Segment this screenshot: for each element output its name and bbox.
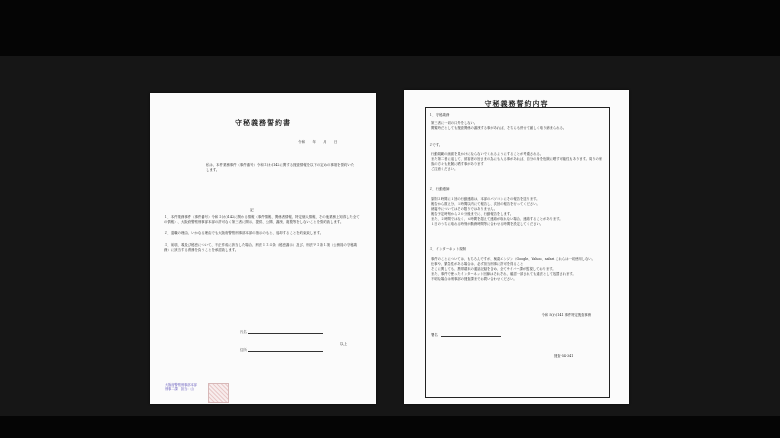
- document-frame: [425, 107, 610, 398]
- clause-item: ２．退職の理由、いかなる理由でも大阪府警察刑事部本部の指示のもと、返却することを約束致します。: [164, 231, 324, 236]
- document-title: 守秘義務誓約書: [235, 118, 291, 127]
- clause-item: １．本件業務事件（事件番号）令和３(わ)142に関わる情報（事件情報、関係者情報、特定個人情報、その他業務上知得した全ての情報）、大阪府警察刑事部本部の許可なく第三者に開示、提供、公開、漏洩、複製等をしないことを誓約致します。: [164, 215, 360, 225]
- signature-line: [441, 336, 501, 337]
- pledge-document-right: [404, 90, 629, 404]
- viewer-background: [0, 56, 780, 416]
- section-text: 事件のことについては、もちろんですが、検索エンジン（Google、Yahoo、safari これらは一切使用しない。 仕事や、緊急性がある場合は、必ず担当刑事に許可を得ること そこに関しても、携帯端末の通話記録を含め、全てサイバー課が監視しております。 また、事件で使ったインターネット回線はそれぞれ、確認一部されても違法として処罰されます。 不明な場合は刑事部の捜査課までお問い合わせください。: [431, 257, 595, 281]
- name-field-label: 氏名: [240, 330, 247, 334]
- pledge-document-left: [150, 93, 376, 404]
- section-text: 行動規範の画面を見かけにならないでくれるようにすることが考慮される。 また第二者に返して、被害者の皆さまの為にも入る事があれば、自分の身を危険に晒す可能性もあります。周りの家族の方々も危険に晒す事があります ご注意ください。: [431, 152, 603, 171]
- section-label: ２です。: [429, 143, 443, 147]
- section-heading: １．守秘義務: [429, 113, 450, 117]
- clause-item: ３．前項、義及び秘密について、不正作成に該当した場合、刑法１３４条（秘密漏示）及び、刑法９３条１項（公務員の守秘義務）に該当する責務を負うことを承認致します。: [164, 242, 357, 252]
- section-marker: 記: [250, 208, 254, 212]
- document-intro: 私は、本件業務事件（事件番号）令和３(わ)142に関する捜査情報を以下の定めの事項を誓約いたします。: [206, 163, 355, 173]
- official-seal: [208, 383, 229, 403]
- section-heading: ２．行動遵師: [429, 187, 450, 191]
- document-number: 捜査-54-341: [554, 354, 574, 358]
- authority-signature: 大阪府警察刑事部本部 刑事二課 担当：山: [165, 383, 197, 392]
- section-text: 第三者に一切の口外をしない。 閲覧時だとしても捜査関係の漏洩する事があれば、そちらも併せて厳しく取り締まられる。: [431, 121, 567, 130]
- address-field-label: 住所: [240, 348, 247, 352]
- document-title: 守秘義務誓約内容: [484, 99, 549, 108]
- section-heading: ３．インターネット規制: [429, 247, 466, 251]
- clause-list: [164, 215, 360, 259]
- address-field-line: [248, 351, 323, 352]
- section-text: 原則２時間に１回の行動連絡は、本部のパソコンにその報告を送ります。 報告から数え分、１時間以内にて報告し、次回の報告を行ってください。 就寝中についてはその限りではありません。 報告予定時刻から２０分後までに、行動報告をします。 また、２時間ではなく、６時間を超えて連絡が取れない場合、連絡することがあります。 １日のうちに取れる時刻が勤務時間等に合わせる時間を設定してください。: [431, 197, 563, 226]
- footer-text: 令和 5(わ)141 事件特定捜査事務: [541, 313, 591, 317]
- signature-label: 署名: [431, 333, 438, 337]
- closing-text: 以上: [340, 342, 348, 346]
- document-date: 令和 年 月 日: [298, 140, 338, 144]
- name-field-line: [248, 333, 323, 334]
